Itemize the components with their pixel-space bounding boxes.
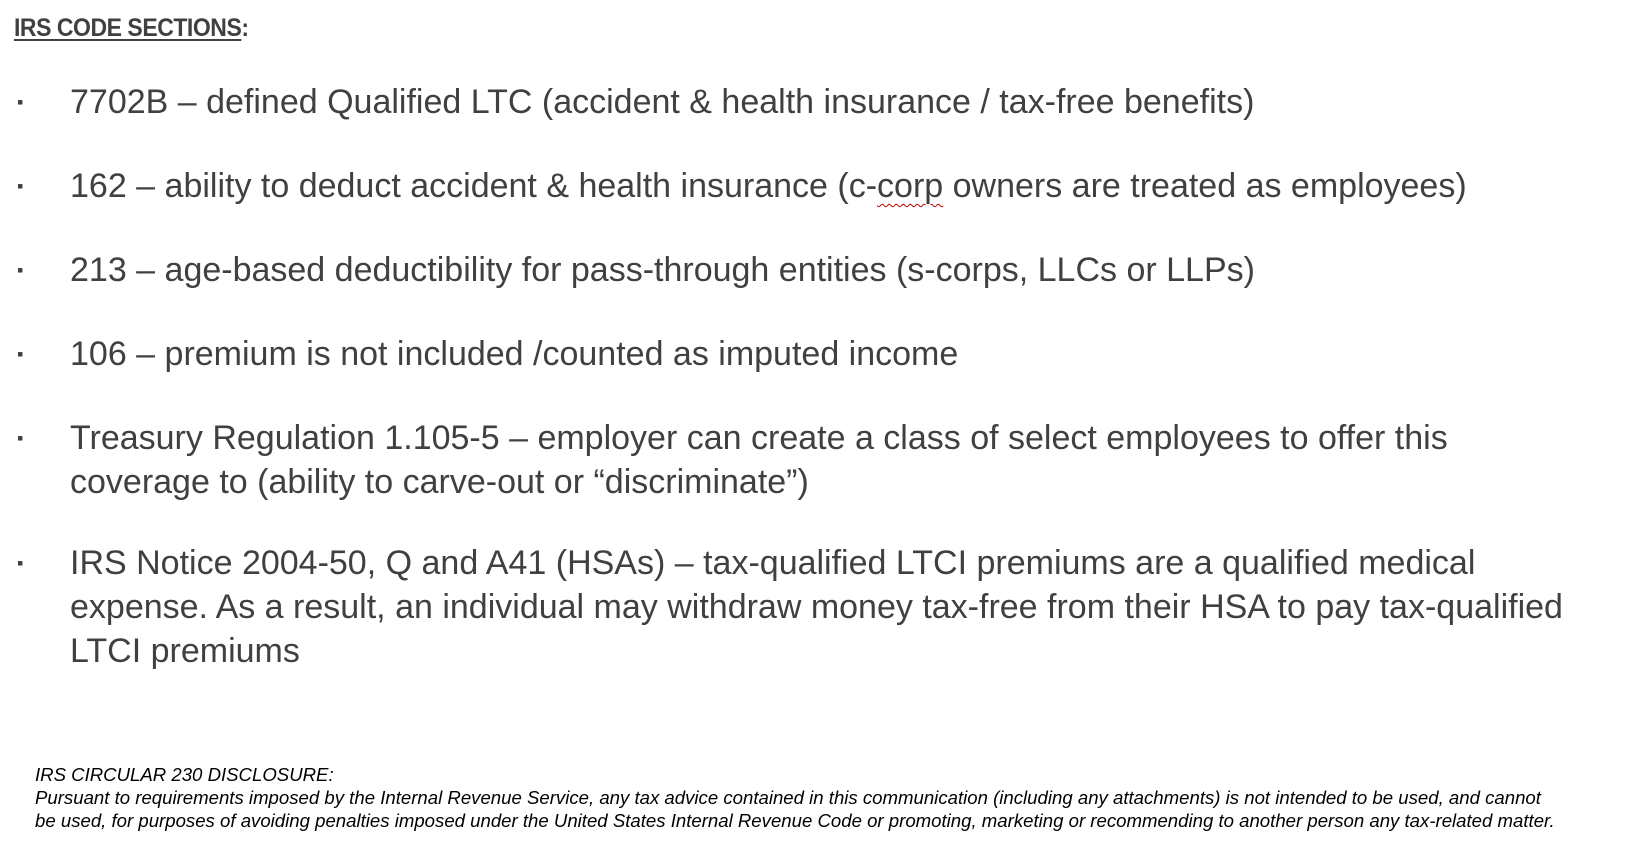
spellcheck-flagged-word[interactable]: corp (877, 167, 944, 205)
square-bullet-icon: ▪ (17, 428, 24, 448)
circular-230-disclosure (35, 763, 1645, 832)
section-text (70, 164, 1615, 208)
disclosure-line: Pursuant to requirements imposed by the Internal Revenue Service, any tax advice contained in this communication (including any attachments) is not intended to be used, and cannot (35, 787, 1541, 808)
section-text: 213 – age-based deductibility for pass-through entities (s-corps, LLCs or LLPs) (70, 251, 1255, 289)
heading-title: IRS CODE SECTIONS (14, 14, 242, 42)
disclosure-title: IRS CIRCULAR 230 DISCLOSURE: (35, 764, 334, 785)
section-text-part: owners are treated as employees) (943, 167, 1467, 205)
section-text: 106 – premium is not included /counted as imputed income (70, 335, 959, 373)
heading-colon: : (241, 14, 249, 42)
section-text: IRS Notice 2004-50, Q and A41 (HSAs) – tax-qualified LTCI premiums are a qualified medical expense. As a result, an individual may withdraw money tax-free from their HSA to pay tax-qualified LTCI premiums (70, 544, 1563, 670)
square-bullet-icon: ▪ (17, 92, 24, 112)
section-text: 7702B – defined Qualified LTC (accident & health insurance / tax-free benefits) (70, 83, 1255, 121)
square-bullet-icon: ▪ (17, 344, 24, 364)
section-text-part: 162 – ability to deduct accident & health insurance (c- (70, 167, 878, 205)
square-bullet-icon: ▪ (17, 553, 24, 573)
section-text: Treasury Regulation 1.105-5 – employer can create a class of select employees to offer this coverage to (ability to carve-out or “discriminate”) (70, 419, 1448, 501)
square-bullet-icon: ▪ (17, 260, 24, 280)
page-heading (14, 14, 249, 43)
square-bullet-icon: ▪ (17, 176, 24, 196)
disclosure-line: be used, for purposes of avoiding penalties imposed under the United States Internal Revenue Code or promoting, marketing or recommending to another person any tax-related matter. (35, 810, 1555, 831)
